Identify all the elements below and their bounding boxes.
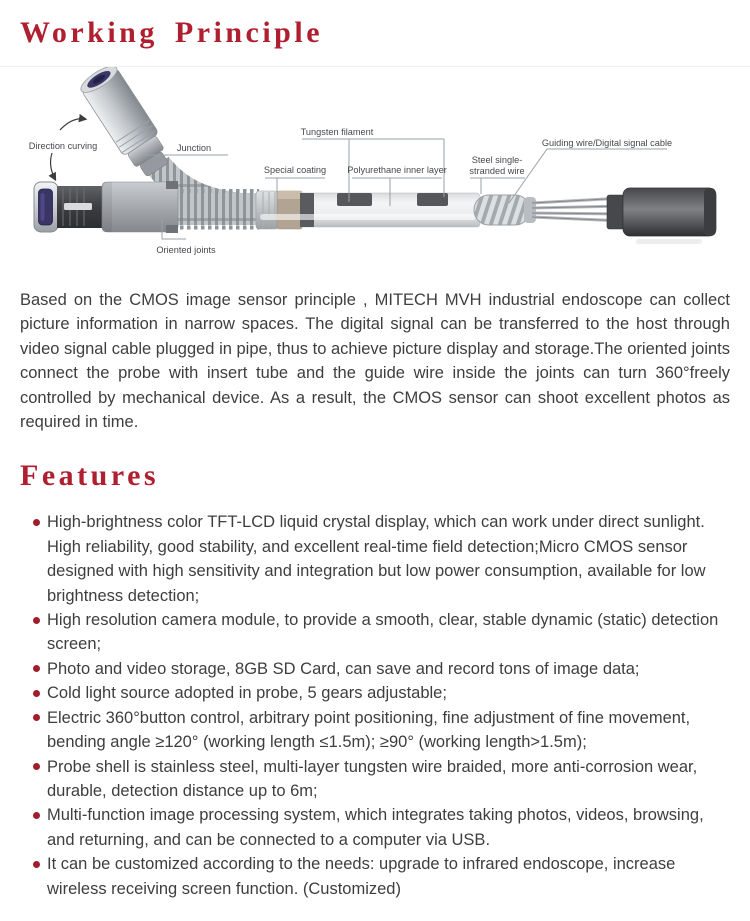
steel-wire-coil (474, 195, 530, 225)
feature-item: It can be customized according to the needs: upgrade to infrared endoscope, increase wireless receiving screen function. (Customized) (20, 852, 730, 901)
endoscope-diagram-svg (0, 67, 750, 274)
feature-item: Photo and video storage, 8GB SD Card, can save and record tons of image data; (20, 657, 730, 681)
probe-head (34, 181, 178, 233)
tungsten-filament-band (337, 193, 372, 206)
feature-item: Electric 360°button control, arbitrary point positioning, fine adjustment of fine movement, bending angle ≥120° (working length ≤1.5m); ≥90° (working length>1.5m); (20, 706, 730, 755)
curve-arrow-down (51, 153, 55, 179)
features-title: Features (20, 459, 160, 493)
feature-item: High-brightness color TFT-LCD liquid crystal display, which can work under direct sunlight. High reliability, good stability, and excellent real-time field detection;Micro CMOS sensor designed with high sensitivity and integration but low power consumption, available for low brightness detection; (20, 510, 730, 608)
label-special-coating: Special coating (263, 165, 327, 175)
probe-tip (77, 67, 175, 181)
label-tungsten-filament: Tungsten filament (300, 127, 374, 137)
label-guiding-wire: Guiding wire/Digital signal cable (541, 138, 673, 148)
working-principle-title: Working Principle (20, 16, 324, 49)
label-oriented-joints: Oriented joints (156, 245, 216, 255)
feature-item: Cold light source adopted in probe, 5 gears adjustable; (20, 681, 730, 705)
working-principle-description: Based on the CMOS image sensor principle , MITECH MVH industrial endoscope can collect picture information in narrow spaces. The digital signal can be transferred to the host through video signal cable plugged in pipe, thus to achieve picture display and storage.The oriented joints connect the probe with insert tube and the guide wire inside the joints can turn 360°freely controlled by mechanical device. As a result, the CMOS sensor can shoot excellent photos as required in time. (20, 291, 730, 432)
features-list (20, 510, 730, 901)
label-direction-curving: Direction curving (28, 141, 98, 151)
insert-tube (256, 191, 480, 229)
label-junction: Junction (176, 143, 212, 153)
label-polyurethane-inner-layer: Polyurethane inner layer (347, 165, 447, 175)
label-steel-single-line1: Steel single- (471, 155, 523, 165)
feature-item: Multi-function image processing system, which integrates taking photos, videos, browsing, and returning, and can be connected to a computer via USB. (20, 803, 730, 852)
feature-item: Probe shell is stainless steel, multi-layer tungsten wire braided, more anti-corrosion wear, durable, detection distance up to 6m; (20, 755, 730, 804)
endoscope-diagram (0, 66, 750, 274)
tungsten-filament-band (417, 193, 448, 206)
signal-cable (607, 188, 716, 244)
feature-item: High resolution camera module, to provide a smooth, clear, stable dynamic (static) detection screen; (20, 608, 730, 657)
label-steel-single-line2: stranded wire (469, 166, 525, 176)
curve-arrow-up (60, 119, 85, 130)
